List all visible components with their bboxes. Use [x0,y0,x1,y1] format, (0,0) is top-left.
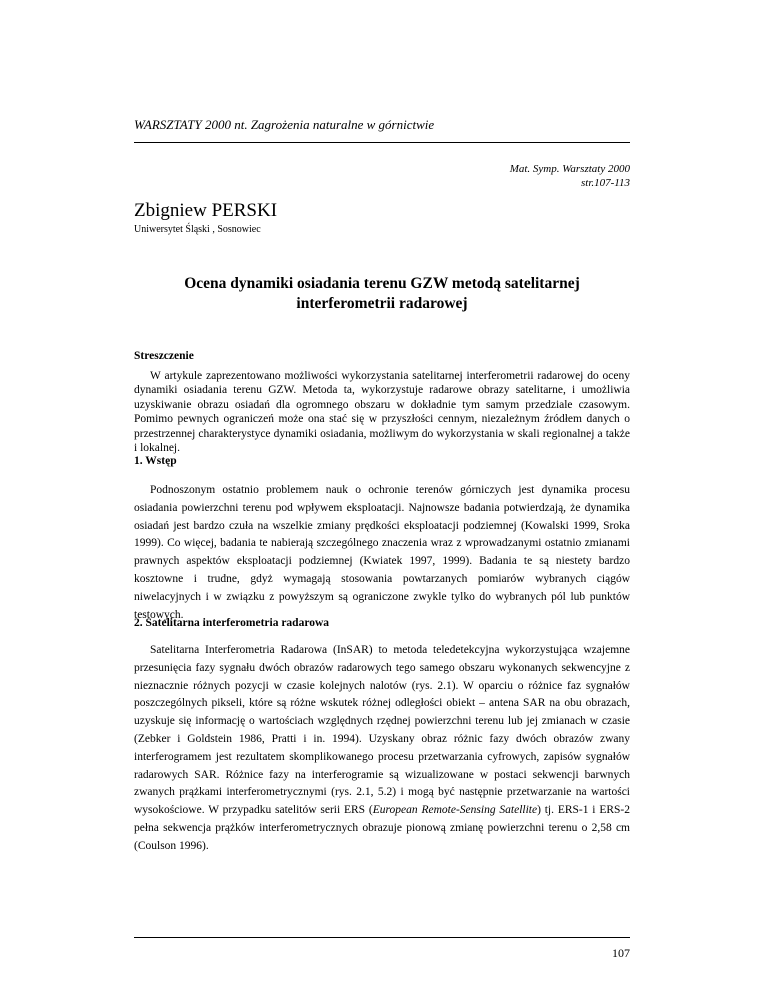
citation-line-2: str.107-113 [581,177,630,189]
abstract-text: W artykule zaprezentowano możliwości wykorzystania satelitarnej interferometrii radarowej do oceny dynamiki osiadania terenu GZW. Metoda ta, wykorzystuje radarowe obrazy satelitarne, i umożliwia uzyskiwanie obrazu osiadań dla ogromnego obszaru w dokładnie tym samym przedziale czasowym. Pomimo pewnych ograniczeń może ona stać się w przyszłości cennym, niezależnym źródłem danych o przestrzennej charakterystyce dynamiki osiadania, możliwym do wykorzystania w skali regionalnej a także i lokalnej. [134,370,630,455]
section-1-text: Podnoszonym ostatnio problemem nauk o ochronie terenów górniczych jest dynamika procesu osiadania powierzchni terenu pod wpływem eksploatacji. Najnowsze badania potwierdzają, że dynamika osiadań jest bardzo czuła na wszelkie zmiany prędkości eksploatacji podziemnej (Kowalski 1999, Sroka 1999). Co więcej, badania te nabierają szczególnego znaczenia wraz z wprowadzanymi ostatnio zmianami prawnych aspektów eksploatacji podziemnej (Kwiatek 1997, 1999). Badania te są niestety bardzo kosztowne i trudne, gdyż wymagają stosowania powtarzanych pomiarów wybranych ciągów niwelacyjnych i w związku z powyższym są ograniczone zwykle tylko do wybranych pól lub punktów testowych. [134,484,630,621]
section-2-italic-term: European Remote-Sensing Satellite [372,804,538,817]
paper-title [134,274,630,314]
header-rule [134,142,630,143]
footer-rule [134,937,630,938]
author-name: Zbigniew PERSKI [134,200,278,221]
running-header: WARSZTATY 2000 nt. Zagrożenia naturalne w górnictwie [134,117,435,132]
section-2-heading: 2. Satelitarna interferometria radarowa [134,617,330,629]
citation-line-1: Mat. Symp. Warsztaty 2000 [509,163,630,175]
section-2-text-a: Satelitarna Interferometria Radarowa (InSAR) to metoda teledetekcyjna wykorzystująca wzajemne przesunięcia fazy sygnału dwóch obrazów radarowych tego samego obszaru wykonanych sekwencyjne z nieznacznie różnych pozycji w czasie kolejnych nalotów (rys. 2.1). W oparciu o różnice faz sygnałów poszczególnych pikseli, które są różne wskutek różnej odległości obiekt – antena SAR na obu obrazach, uzyskuje się informację o wartościach względnych rzędnej powierzchni terenu lub jej zmianach w czasie (Zebker i Goldstein 1986, Pratti i in. 1994). Uzyskany obraz różnic fazy dwóch obrazów zwany interferogramem jest rezultatem skomplikowanego procesu przetwarzania cyfrowych, zapisów sygnałów radarowych SAR. Różnice fazy na interferogramie są wizualizowane w postaci sekwencji barwnych zwanych prążkami interferometrycznymi (rys. 2.1, 5.2) i mogą być następnie przetwarzanie na wartości wysokościowe. W przypadku satelitów serii ERS ( [134,644,630,817]
section-1-heading: 1. Wstęp [134,455,177,467]
paper-title-line-2: interferometrii radarowej [296,295,468,312]
author-affiliation: Uniwersytet Śląski , Sosnowiec [134,224,261,235]
page-number: 107 [612,946,630,960]
section-2-text-b: ) tj. ERS-1 i ERS-2 pełna sekwencja prążków interferometrycznych obrazuje pionową zmianę powierzchni terenu o 2,58 cm (Coulson 1996). [134,804,630,852]
abstract-heading: Streszczenie [134,350,194,362]
citation-block [510,162,630,190]
section-2-text [134,642,630,856]
paper-title-line-1: Ocena dynamiki osiadania terenu GZW metodą satelitarnej [184,275,580,292]
